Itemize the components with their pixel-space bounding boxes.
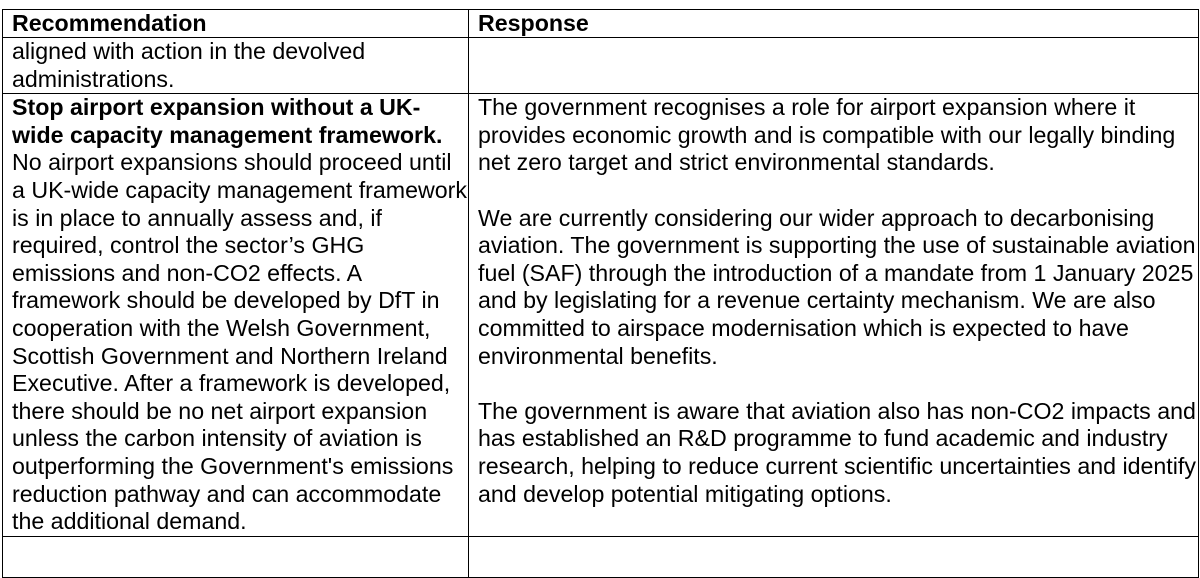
header-response: Response xyxy=(469,10,1199,38)
recommendation-title: Stop airport expansion without a UK-wide capacity management framework. xyxy=(12,94,443,148)
response-cell-partial xyxy=(469,536,1199,577)
recommendation-cell-partial xyxy=(3,536,469,577)
header-recommendation: Recommendation xyxy=(3,10,469,38)
response-paragraph-1: The government recognises a role for airport expansion where it provides economic growth and is compatible with our legally binding net zero target and strict environmental standards. xyxy=(478,94,1176,176)
table-row-next-partial xyxy=(3,536,1199,577)
table-header-row xyxy=(3,10,1199,38)
response-cell xyxy=(469,38,1199,94)
recommendation-cell xyxy=(3,38,469,94)
recommendations-table xyxy=(2,9,1199,578)
recommendation-cell xyxy=(3,94,469,537)
table-row xyxy=(3,38,1199,94)
response-paragraph-2: We are currently considering our wider approach to decarbonising aviation. The government is supporting the use of sustainable aviation fuel (SAF) through the introduction of a mandate from 1 January 2025 and by legislating for a revenue certainty mechanism. We are also committed to airspace modernisation which is expected to have environmental benefits. xyxy=(478,204,1196,369)
response-cell xyxy=(469,94,1199,537)
response-paragraph-3: The government is aware that aviation also has non-CO2 impacts and has established an R&D programme to fund academic and industry research, helping to reduce current scientific uncertainties and identify and develop potential mitigating options. xyxy=(478,397,1196,507)
recommendation-body: No airport expansions should proceed until a UK-wide capacity management framework is in place to annually assess and, if required, control the sector’s GHG emissions and non-CO2 effects. A framework should be developed by DfT in cooperation with the Welsh Government, Scottish Government and Northern Ireland Executive. After a framework is developed, there should be no net airport expansion unless the carbon intensity of aviation is outperforming the Government's emissions reduction pathway and can accommodate the additional demand. xyxy=(12,149,467,535)
table-row xyxy=(3,94,1199,537)
recommendation-continued-text: aligned with action in the devolved administrations. xyxy=(12,38,366,92)
recommendation-paragraph xyxy=(12,94,468,536)
